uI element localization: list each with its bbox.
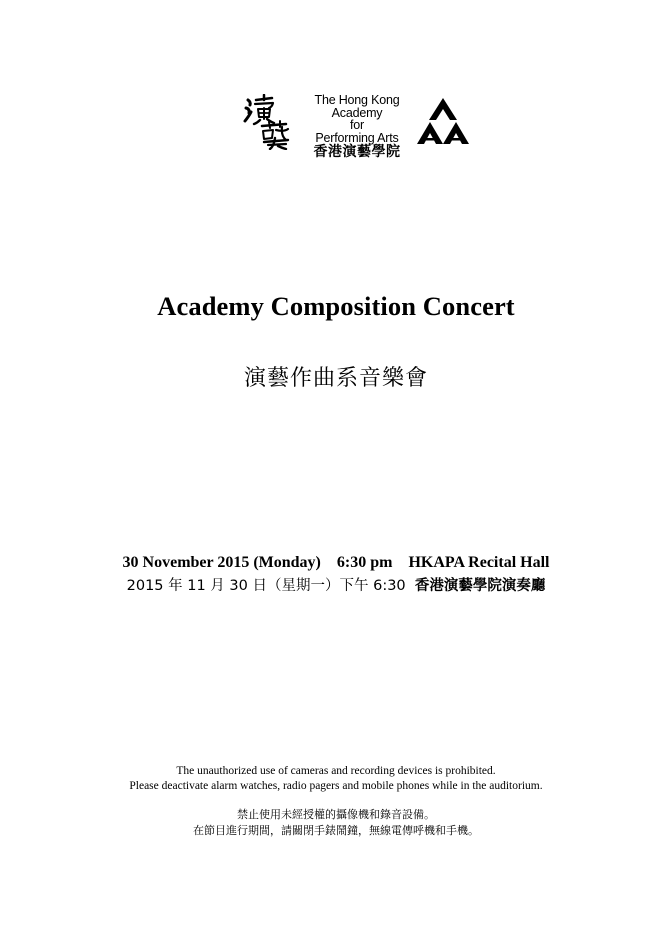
event-info-en <box>0 552 672 574</box>
logo-name-en-line1: The Hong Kong Academy <box>314 93 400 120</box>
academy-logo <box>242 92 472 160</box>
notice-cn <box>0 807 672 839</box>
event-venue-en: HKAPA Recital Hall <box>408 554 550 571</box>
logo-name-block <box>294 94 420 161</box>
logo-name-en-line3: Performing Arts <box>315 130 399 145</box>
logo-name-en-line2: for <box>350 118 364 132</box>
notice-en-line1: The unauthorized use of cameras and recording devices is prohibited. <box>176 765 496 777</box>
apa-emblem-icon <box>417 98 469 146</box>
concert-title-en: Academy Composition Concert <box>157 291 515 321</box>
event-info-cn <box>0 575 672 597</box>
event-date-en: 30 November 2015 (Monday) <box>122 554 321 571</box>
calligraphy-mark-icon <box>242 94 294 150</box>
logo-name-cn: 香港演藝學院 <box>313 144 401 160</box>
concert-title-cn: 演藝作曲系音樂會 <box>243 366 428 391</box>
notice-en-line2: Please deactivate alarm watches, radio pagers and mobile phones while in the auditorium. <box>129 780 543 792</box>
notice-cn-line2: 在節目進行期間，請關閉手錶鬧鐘，無線電傳呼機和手機。 <box>193 824 479 837</box>
event-venue-cn: 香港演藝學院演奏廳 <box>414 578 546 594</box>
event-time-en: 6:30 pm <box>336 554 393 571</box>
event-date-cn: 2015 年 11 月 30 日（星期一） <box>126 578 340 594</box>
notice-en <box>0 764 672 794</box>
notice-cn-line1: 禁止使用未經授權的攝像機和錄音設備。 <box>237 808 435 821</box>
event-time-cn: 下午 6:30 <box>339 578 406 594</box>
